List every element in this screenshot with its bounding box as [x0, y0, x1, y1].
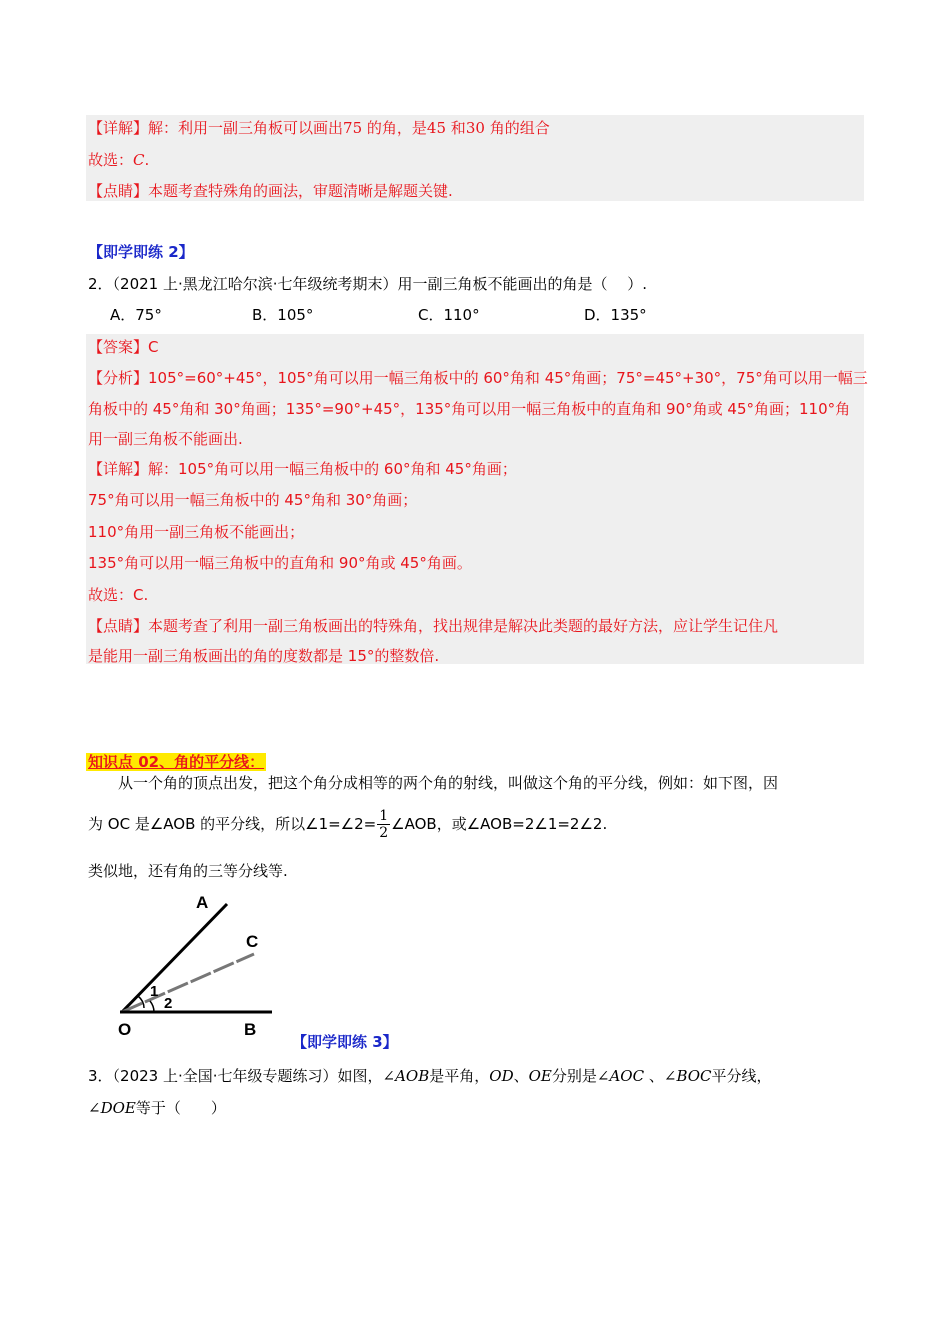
detail-line-2d: 135°角可以用一幅三角板中的直角和 90°角或 45°角画。 [88, 554, 472, 572]
detail-line-2b: 75°角可以用一幅三角板中的 45°角和 30°角画； [88, 491, 418, 509]
option-c: C．110° [418, 306, 480, 324]
detail-line-2c: 110°角用一副三角板不能画出； [88, 523, 305, 541]
knowledge-para-1: 从一个角的顶点出发，把这个角分成相等的两个角的射线，叫做这个角的平分线，例如：如下图，因 [118, 774, 779, 792]
detail-line-2a: 【详解】解：105°角可以用一幅三角板中的 60°角和 45°角画； [88, 460, 517, 478]
practice-3-label: 【即学即练 3】 [292, 1033, 398, 1051]
option-d: D．135° [584, 306, 647, 324]
point-line-2b: 是能用一副三角板画出的角的度数都是 15°的整数倍. [88, 647, 440, 665]
question-2: 2．（2021 上·黑龙江哈尔滨·七年级统考期末）用一副三角板不能画出的角是（ ）. [88, 275, 648, 293]
knowledge-title: 知识点 02、角的平分线： [88, 753, 265, 771]
label-o: O [118, 1020, 132, 1039]
label-2: 2 [164, 995, 173, 1012]
ray-oc [122, 954, 254, 1012]
analysis-line-3: 用一副三角板不能画出. [88, 430, 243, 448]
label-b: B [244, 1020, 257, 1039]
option-b: B．105° [252, 306, 314, 324]
label-c: C [246, 932, 259, 951]
fraction-half: $\frac{1}{2}$ [379, 808, 389, 841]
question-3-line-2: ∠DOE等于（ ） [88, 1099, 226, 1117]
question-3-line-1: 3．（2023 上·全国·七年级专题练习）如图，∠AOB是平角，OD、OE分别是∠AOC 、∠BOC平分线， [88, 1067, 772, 1085]
detail-line-1: 【详解】解：利用一副三角板可以画出75 的角，是45 和30 角的组合 [88, 119, 550, 137]
ray-oa [122, 904, 227, 1012]
choose-line-2: 故选：C. [88, 586, 149, 604]
detail-tag: 【详解】 [88, 119, 149, 137]
point-line-1: 【点睛】本题考查特殊角的画法，审题清晰是解题关键. [88, 182, 453, 200]
point-line-2a: 【点睛】本题考查了利用一副三角板画出的特殊角，找出规律是解决此类题的最好方法，应让学生记住凡 [88, 617, 779, 635]
knowledge-para-2: 为 OC 是∠AOB 的平分线，所以∠1=∠2= $\frac{1}{2}$ ∠AOB，或∠AOB=2∠1=2∠2. [88, 808, 608, 841]
answer-line: 【答案】C [88, 338, 159, 356]
angle-arc-2 [150, 1001, 154, 1012]
analysis-line-2: 角板中的 45°角和 30°角画；135°=90°+45°，135°角可以用一幅三角板中的直角和 90°角或 45°角画；110°角 [88, 400, 851, 418]
option-a: A．75° [110, 306, 162, 324]
choose-line-1: 故选：C. [88, 151, 150, 169]
angle-bisector-figure [110, 888, 290, 1040]
practice-2-label: 【即学即练 2】 [88, 243, 194, 261]
knowledge-para-3: 类似地，还有角的三等分线等. [88, 862, 288, 880]
label-a: A [196, 893, 209, 912]
label-1: 1 [150, 983, 159, 1000]
analysis-line-1: 【分析】105°=60°+45°，105°角可以用一幅三角板中的 60°角和 45°角画；75°=45°+30°，75°角可以用一幅三 [88, 369, 868, 387]
